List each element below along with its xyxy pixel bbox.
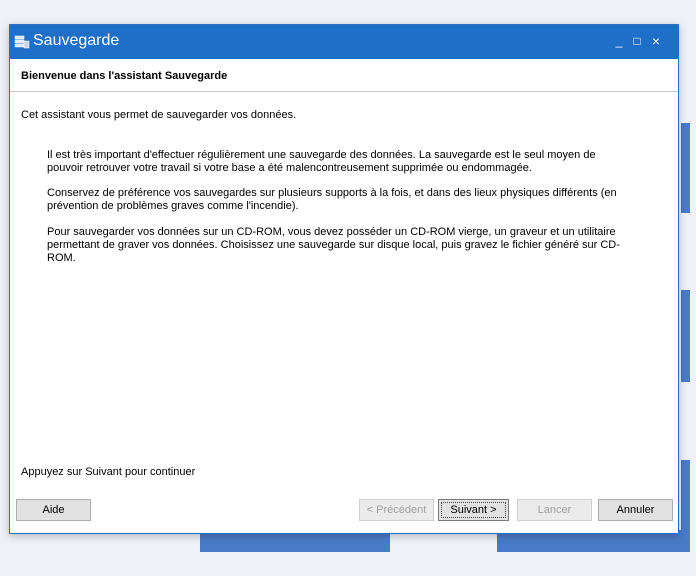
wizard-heading: Bienvenue dans l'assistant Sauvegarde xyxy=(21,70,228,82)
background-window-edge xyxy=(681,123,690,213)
info-paragraph: Pour sauvegarder vos données sur un CD-ROM, vous devez posséder un CD-ROM vierge, un graveur et un utilitaire permettant de graver vos données. Choisissez une sauvegarde sur disque local, puis gravez le fichier généré sur CD-ROM. xyxy=(47,226,620,264)
info-paragraph: Conservez de préférence vos sauvegardes sur plusieurs supports à la fois, et dans des lieux physiques différents (en prévention de problèmes graves comme l'incendie). xyxy=(47,187,617,212)
backup-app-icon xyxy=(14,34,30,50)
background-window-edge xyxy=(681,290,690,382)
wizard-header xyxy=(10,59,678,92)
title-bar[interactable] xyxy=(10,25,678,59)
close-icon[interactable]: × xyxy=(651,33,661,49)
window-title: Sauvegarde xyxy=(33,32,120,49)
minimize-icon[interactable]: _ xyxy=(615,34,623,48)
info-paragraph: Il est très important d'effectuer régulièrement une sauvegarde des données. La sauvegarde est le seul moyen de pouvoir retrouver votre travail si votre base a été malencontreusement supprimée ou endommagée. xyxy=(47,149,596,174)
help-button[interactable]: Aide xyxy=(16,499,91,521)
launch-button[interactable]: Lancer xyxy=(517,499,592,521)
next-button[interactable]: Suivant > xyxy=(438,499,509,521)
previous-button[interactable]: < Précédent xyxy=(359,499,434,521)
cancel-button[interactable]: Annuler xyxy=(598,499,673,521)
wizard-intro: Cet assistant vous permet de sauvegarder vos données. xyxy=(21,109,297,121)
maximize-icon[interactable]: □ xyxy=(633,34,641,48)
backup-wizard-dialog xyxy=(9,24,679,534)
wizard-footer-hint: Appuyez sur Suivant pour continuer xyxy=(21,466,196,478)
